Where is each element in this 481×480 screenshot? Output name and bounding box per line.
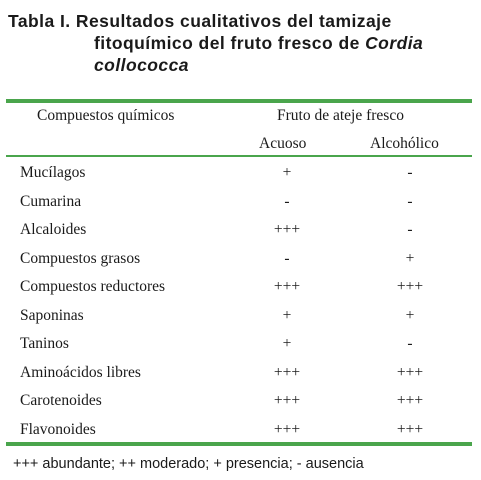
compound-name: Taninos (20, 335, 69, 352)
alcoholico-value: +++ (396, 363, 424, 381)
alcoholico-value: - (407, 192, 413, 210)
table-footnote: +++ abundante; ++ moderado; + presencia; - ausencia (13, 456, 364, 472)
alcoholico-value: +++ (396, 420, 424, 438)
caption-genus: Cordia (365, 33, 424, 53)
compound-name: Compuestos reductores (20, 278, 166, 295)
compound-name: Aminoácidos libres (20, 363, 141, 381)
compound-name: Saponinas (20, 306, 84, 324)
compound-name: Cumarina (20, 192, 82, 210)
compound-name: Compuestos grasos (20, 249, 141, 267)
caption-line-2-text: fitoquímico del fruto fresco de (94, 33, 366, 53)
header-acuoso: Acuoso (259, 135, 307, 152)
compound-name: Carotenoides (20, 392, 102, 409)
acuoso-value: +++ (273, 221, 301, 238)
header-compounds: Compuestos químicos (37, 107, 175, 124)
alcoholico-value: + (405, 306, 415, 324)
acuoso-value: + (282, 335, 292, 352)
acuoso-value: - (284, 249, 290, 267)
caption-line-1: Tabla I. Resultados cualitativos del tamizaje (8, 11, 392, 31)
table-top-rule (6, 99, 472, 103)
table-header-rule (6, 155, 472, 157)
acuoso-value: + (282, 306, 292, 324)
caption-line-3 (8, 54, 478, 76)
acuoso-value: +++ (273, 278, 301, 295)
alcoholico-value: +++ (396, 392, 424, 409)
header-group: Fruto de ateje fresco (277, 107, 404, 124)
alcoholico-value: +++ (396, 278, 424, 295)
compound-name: Alcaloides (20, 221, 87, 238)
caption-species: collococca (94, 55, 189, 75)
table-bottom-rule (6, 442, 472, 446)
acuoso-value: - (284, 192, 290, 210)
table-caption (8, 10, 478, 76)
alcoholico-value: + (405, 249, 415, 267)
acuoso-value: + (282, 164, 292, 181)
alcoholico-value: - (407, 335, 413, 352)
alcoholico-value: - (407, 221, 413, 238)
acuoso-value: +++ (273, 363, 301, 381)
compound-name: Mucílagos (20, 164, 86, 181)
alcoholico-value: - (407, 164, 413, 181)
acuoso-value: +++ (273, 392, 301, 409)
header-alcoholico: Alcohólico (370, 135, 439, 152)
acuoso-value: +++ (273, 420, 301, 438)
compound-name: Flavonoides (20, 420, 96, 438)
caption-line-2 (8, 32, 478, 54)
